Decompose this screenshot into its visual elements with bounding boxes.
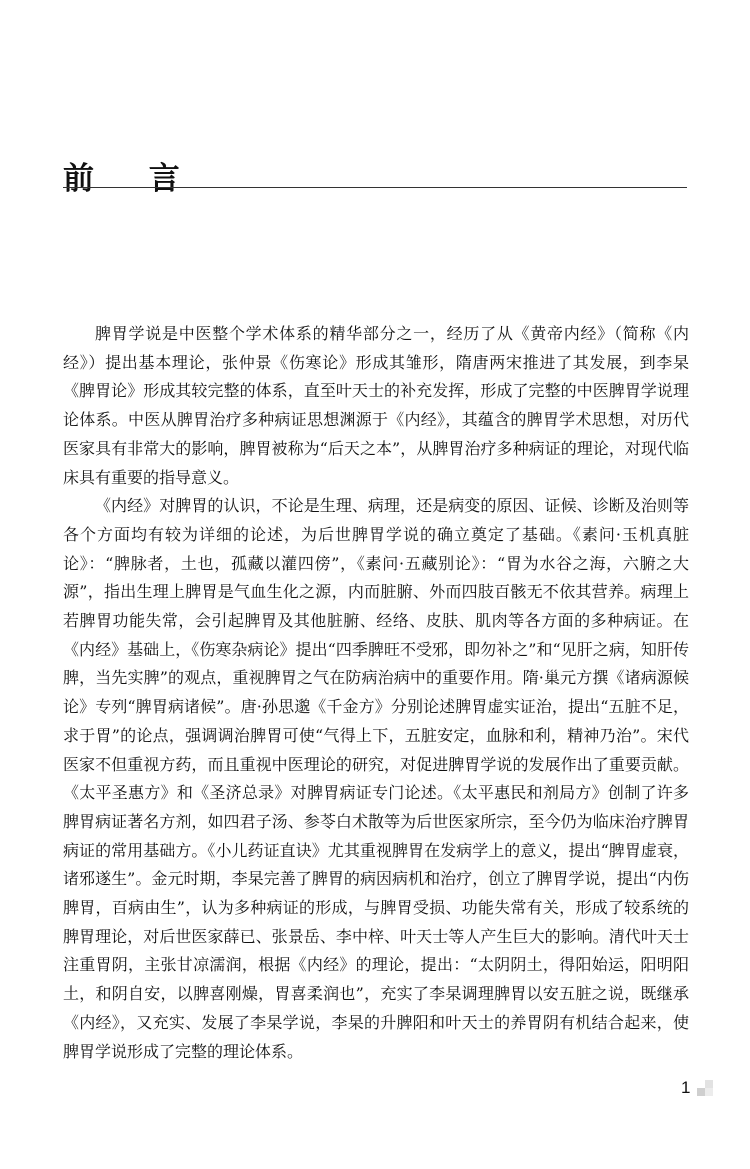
title-rule: [63, 187, 687, 188]
body-text: [63, 320, 689, 1066]
page-number: 1: [681, 1078, 691, 1097]
page-title: 前 言: [63, 160, 202, 197]
page-corner-mark-icon: [697, 1080, 713, 1096]
paragraph-2: 《内经》对脾胃的认识，不论是生理、病理，还是病变的原因、证候、诊断及治则等各个方面均有较为详细的论述，为后世脾胃学说的确立奠定了基础。《素问·玉机真脏论》：“脾脉者，土也，孤藏以灌四傍”，《素问·五藏别论》：“胃为水谷之海，六腑之大源”，指出生理上脾胃是气血生化之源，内而脏腑、外而四肢百骸无不依其营养。病理上若脾胃功能失常，会引起脾胃及其他脏腑、经络、皮肤、肌肉等各方面的多种病证。在《内经》基础上，《伤寒杂病论》提出“四季脾旺不受邪，即勿补之”和“见肝之病，知肝传脾，当先实脾”的观点，重视脾胃之气在防病治病中的重要作用。隋·巢元方撰《诸病源候论》专列“脾胃病诸候”。唐·孙思邈《千金方》分别论述脾胃虚实证治，提出“五脏不足，求于胃”的论点，强调调治脾胃可使“气得上下，五脏安定，血脉和利，精神乃治”。宋代医家不但重视方药，而且重视中医理论的研究，对促进脾胃学说的发展作出了重要贡献。《太平圣惠方》和《圣济总录》对脾胃病证专门论述。《太平惠民和剂局方》创制了许多脾胃病证著名方剂，如四君子汤、参苓白术散等为后世医家所宗，至今仍为临床治疗脾胃病证的常用基础方。《小儿药证直诀》尤其重视脾胃在发病学上的意义，提出“脾胃虚衰，诸邪遂生”。金元时期，李杲完善了脾胃的病因病机和治疗，创立了脾胃学说，提出“内伤脾胃，百病由生”，认为多种病证的形成，与脾胃受损、功能失常有关，形成了较系统的脾胃理论，对后世医家薛已、张景岳、李中梓、叶天士等人产生巨大的影响。清代叶天士注重胃阴，主张甘凉濡润，根据《内经》的理论，提出：“太阴阴土，得阳始运，阳明阳土，和阴自安，以脾喜刚燥，胃喜柔润也”，充实了李杲调理脾胃以安五脏之说，既继承《内经》，又充实、发展了李杲学说，李杲的升脾阳和叶天士的养胃阴有机结合起来，使脾胃学说形成了完整的理论体系。: [63, 496, 689, 1061]
paragraph-1: 脾胃学说是中医整个学术体系的精华部分之一，经历了从《黄帝内经》（简称《内经》）提出基本理论，张仲景《伤寒论》形成其雏形，隋唐两宋推进了其发展，到李杲《脾胃论》形成其较完整的体系，直至叶天士的补充发挥，形成了完整的中医脾胃学说理论体系。中医从脾胃治疗多种病证思想渊源于《内经》，其蕴含的脾胃学术思想，对历代医家具有非常大的影响，脾胃被称为“后天之本”，从脾胃治疗多种病证的理论，对现代临床具有重要的指导意义。: [63, 324, 689, 487]
